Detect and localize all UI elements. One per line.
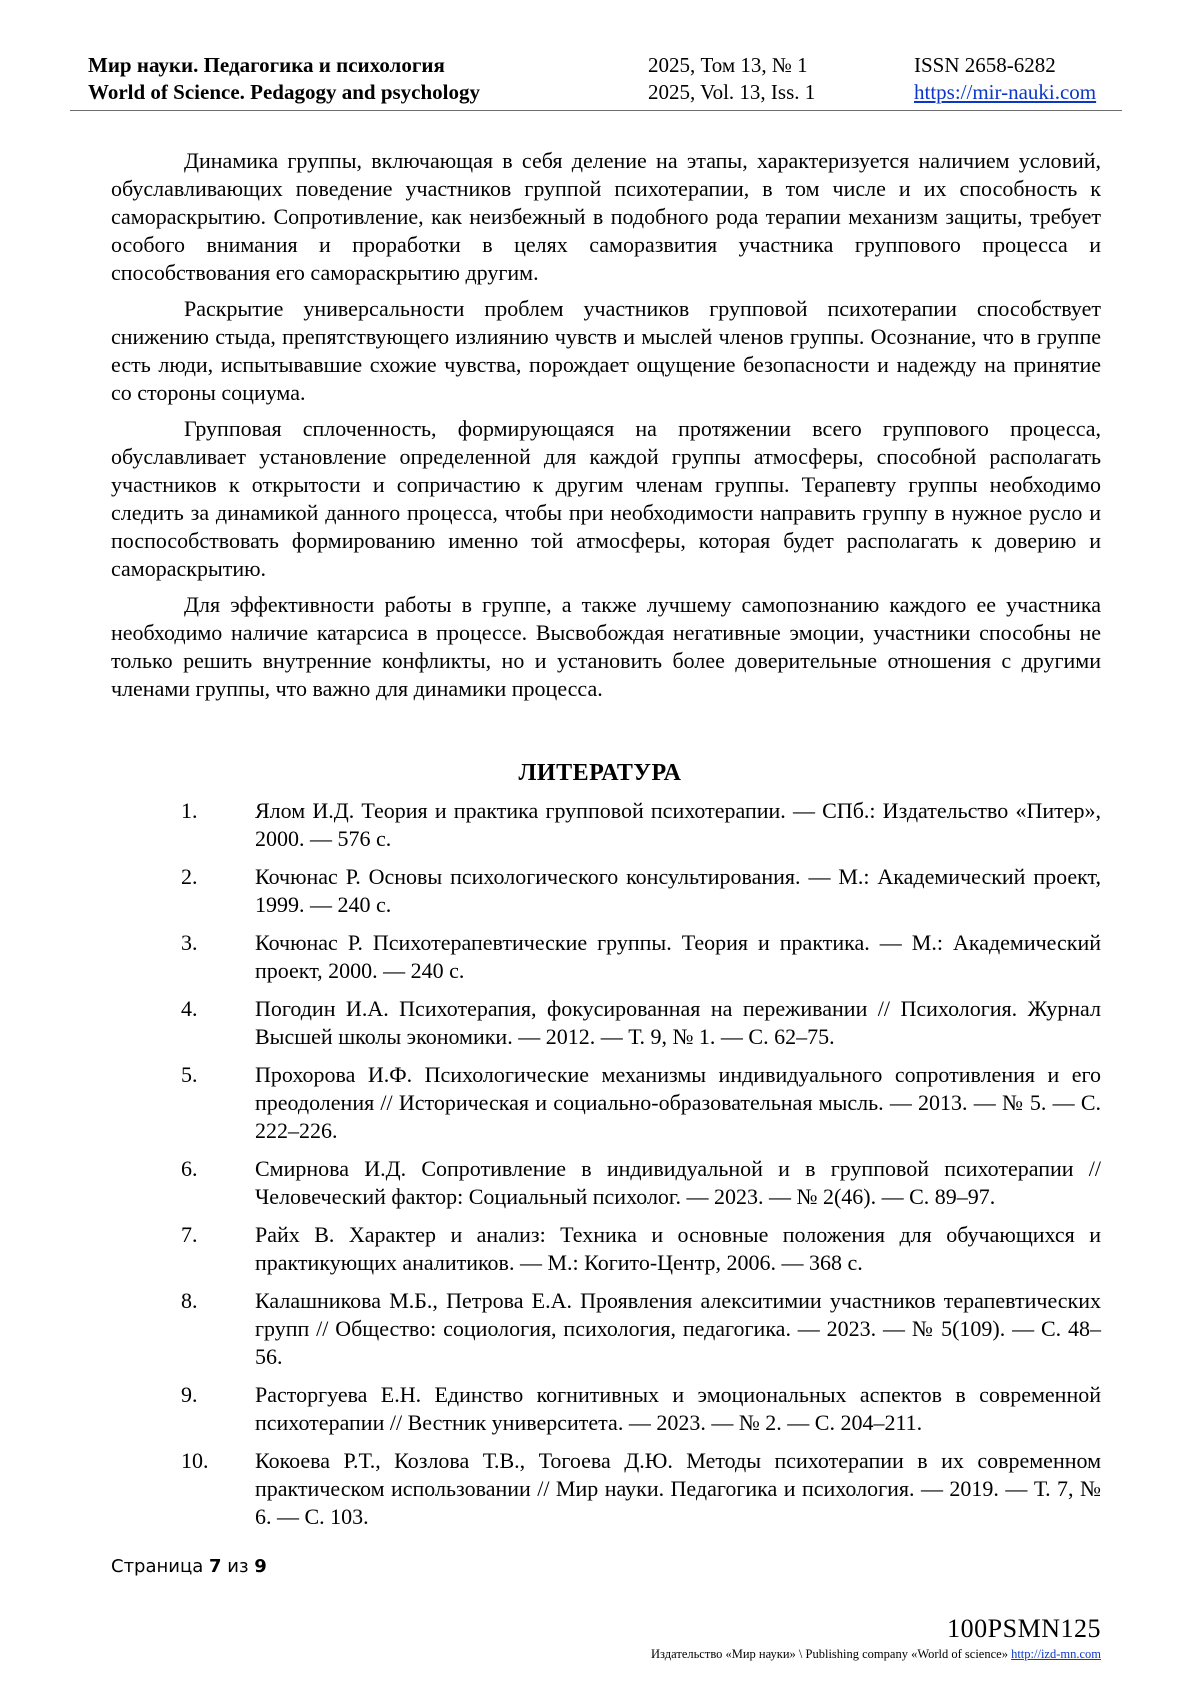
page-total: 9 — [254, 1556, 267, 1577]
reference-text: Калашникова М.Б., Петрова Е.А. Проявления алекситимии участников терапевтических групп // Общество: социология, психология, педагогика. — 2023. — № 5(109). — С. 48–56. — [255, 1288, 1101, 1369]
journal-title-en: World of Science. Pedagogy and psychology — [88, 80, 481, 104]
page-separator: из — [227, 1556, 249, 1577]
reference-number: 2. — [181, 864, 198, 889]
reference-item — [111, 929, 1101, 985]
reference-item — [111, 863, 1101, 919]
reference-text: Погодин И.А. Психотерапия, фокусированная на переживании // Психология. Журнал Высшей школы экономики. — 2012. — Т. 9, № 1. — С. 62–75. — [255, 996, 1101, 1049]
reference-text: Кочюнас Р. Основы психологического консультирования. — М.: Академический проект, 1999. — 240 с. — [255, 864, 1101, 917]
reference-text: Кокоева Р.Т., Козлова Т.В., Тогоева Д.Ю. Методы психотерапии в их современном практическом использовании // Мир науки. Педагогика и психология. — 2019. — Т. 7, № 6. — С. 103. — [255, 1448, 1101, 1529]
page-number — [111, 1556, 267, 1577]
journal-url-link[interactable]: https://mir-nauki.com — [914, 80, 1097, 104]
paragraph: Групповая сплоченность, формирующаяся на протяжении всего группового процесса, обуславливает установление определенной для каждой группы атмосферы, способной располагать участников к открытости и сопричастию к другим членам группы. Терапевту группы необходимо следить за динамикой данного процесса, чтобы при необходимости направить группу в нужное русло и поспособствовать формированию именно той атмосферы, которая будет располагать к доверию и самораскрытию. — [111, 416, 1101, 581]
reference-number: 3. — [181, 930, 198, 955]
reference-item — [111, 995, 1101, 1051]
reference-number: 7. — [181, 1222, 198, 1247]
reference-number: 8. — [181, 1288, 198, 1313]
page-prefix: Страница — [111, 1556, 204, 1577]
reference-text: Расторгуева Е.Н. Единство когнитивных и эмоциональных аспектов в современной психотерапии // Вестник университета. — 2023. — № 2. — С. 204–211. — [255, 1382, 1101, 1435]
header-divider — [70, 110, 1122, 111]
issue-info-en: 2025, Vol. 13, Iss. 1 — [648, 80, 816, 104]
publisher-text: Издательство «Мир науки» \ Publishing company «World of science» — [651, 1647, 1008, 1661]
reference-item — [111, 1061, 1101, 1145]
paragraph: Раскрытие универсальности проблем участников групповой психотерапии способствует снижению стыда, препятствующего излиянию чувств и мыслей членов группы. Осознание, что в группе есть люди, испытывавшие схожие чувства, порождает ощущение безопасности и надежду на принятие со стороны социума. — [111, 296, 1101, 405]
reference-number: 9. — [181, 1382, 198, 1407]
journal-title-ru: Мир науки. Педагогика и психология — [88, 53, 445, 77]
reference-text: Ялом И.Д. Теория и практика групповой психотерапии. — СПб.: Издательство «Питер», 2000. — 576 с. — [255, 798, 1101, 851]
reference-item — [111, 797, 1101, 853]
reference-text: Прохорова И.Ф. Психологические механизмы индивидуального сопротивления и его преодоления // Историческая и социально-образовательная мысль. — 2013. — № 5. — С. 222–226. — [255, 1062, 1101, 1143]
article-code: 100PSMN125 — [947, 1614, 1101, 1643]
reference-item — [111, 1381, 1101, 1437]
reference-item — [111, 1155, 1101, 1211]
reference-number: 6. — [181, 1156, 198, 1181]
reference-number: 5. — [181, 1062, 198, 1087]
issue-info-ru: 2025, Том 13, № 1 — [648, 53, 808, 77]
reference-item — [111, 1287, 1101, 1371]
page-current: 7 — [209, 1556, 222, 1577]
references-heading: ЛИТЕРАТУРА — [518, 760, 682, 786]
reference-text: Смирнова И.Д. Сопротивление в индивидуальной и в групповой психотерапии // Человеческий фактор: Социальный психолог. — 2023. — № 2(46). — С. 89–97. — [255, 1156, 1101, 1209]
issn: ISSN 2658-6282 — [914, 53, 1056, 77]
page-header — [88, 52, 1120, 112]
publisher-url-link[interactable]: http://izd-mn.com — [1011, 1647, 1101, 1661]
reference-number: 4. — [181, 996, 198, 1021]
reference-item — [111, 1447, 1101, 1531]
reference-number: 1. — [181, 798, 198, 823]
publisher-line — [651, 1647, 1101, 1662]
paragraph: Динамика группы, включающая в себя деление на этапы, характеризуется наличием условий, обуславливающих поведение участников группой психотерапии, в том числе и их способность к самораскрытию. Сопротивление, как неизбежный в подобного рода терапии механизм защиты, требует особого внимания и проработки в целях саморазвития участника группового процесса и способствования его самораскрытию другим. — [111, 148, 1101, 285]
reference-text: Райх В. Характер и анализ: Техника и основные положения для обучающихся и практикующих аналитиков. — М.: Когито-Центр, 2006. — 368 с. — [255, 1222, 1101, 1275]
reference-text: Кочюнас Р. Психотерапевтические группы. Теория и практика. — М.: Академический проект, 2000. — 240 с. — [255, 930, 1101, 983]
article-body — [111, 147, 1101, 711]
paragraph: Для эффективности работы в группе, а также лучшему самопознанию каждого ее участника необходимо наличие катарсиса в процессе. Высвобождая негативные эмоции, участники способны не только решить внутренние конфликты, но и установить более доверительные отношения с другими членами группы, что важно для динамики процесса. — [111, 592, 1101, 701]
reference-item — [111, 1221, 1101, 1277]
references-list — [111, 797, 1101, 1541]
reference-number: 10. — [181, 1448, 209, 1473]
